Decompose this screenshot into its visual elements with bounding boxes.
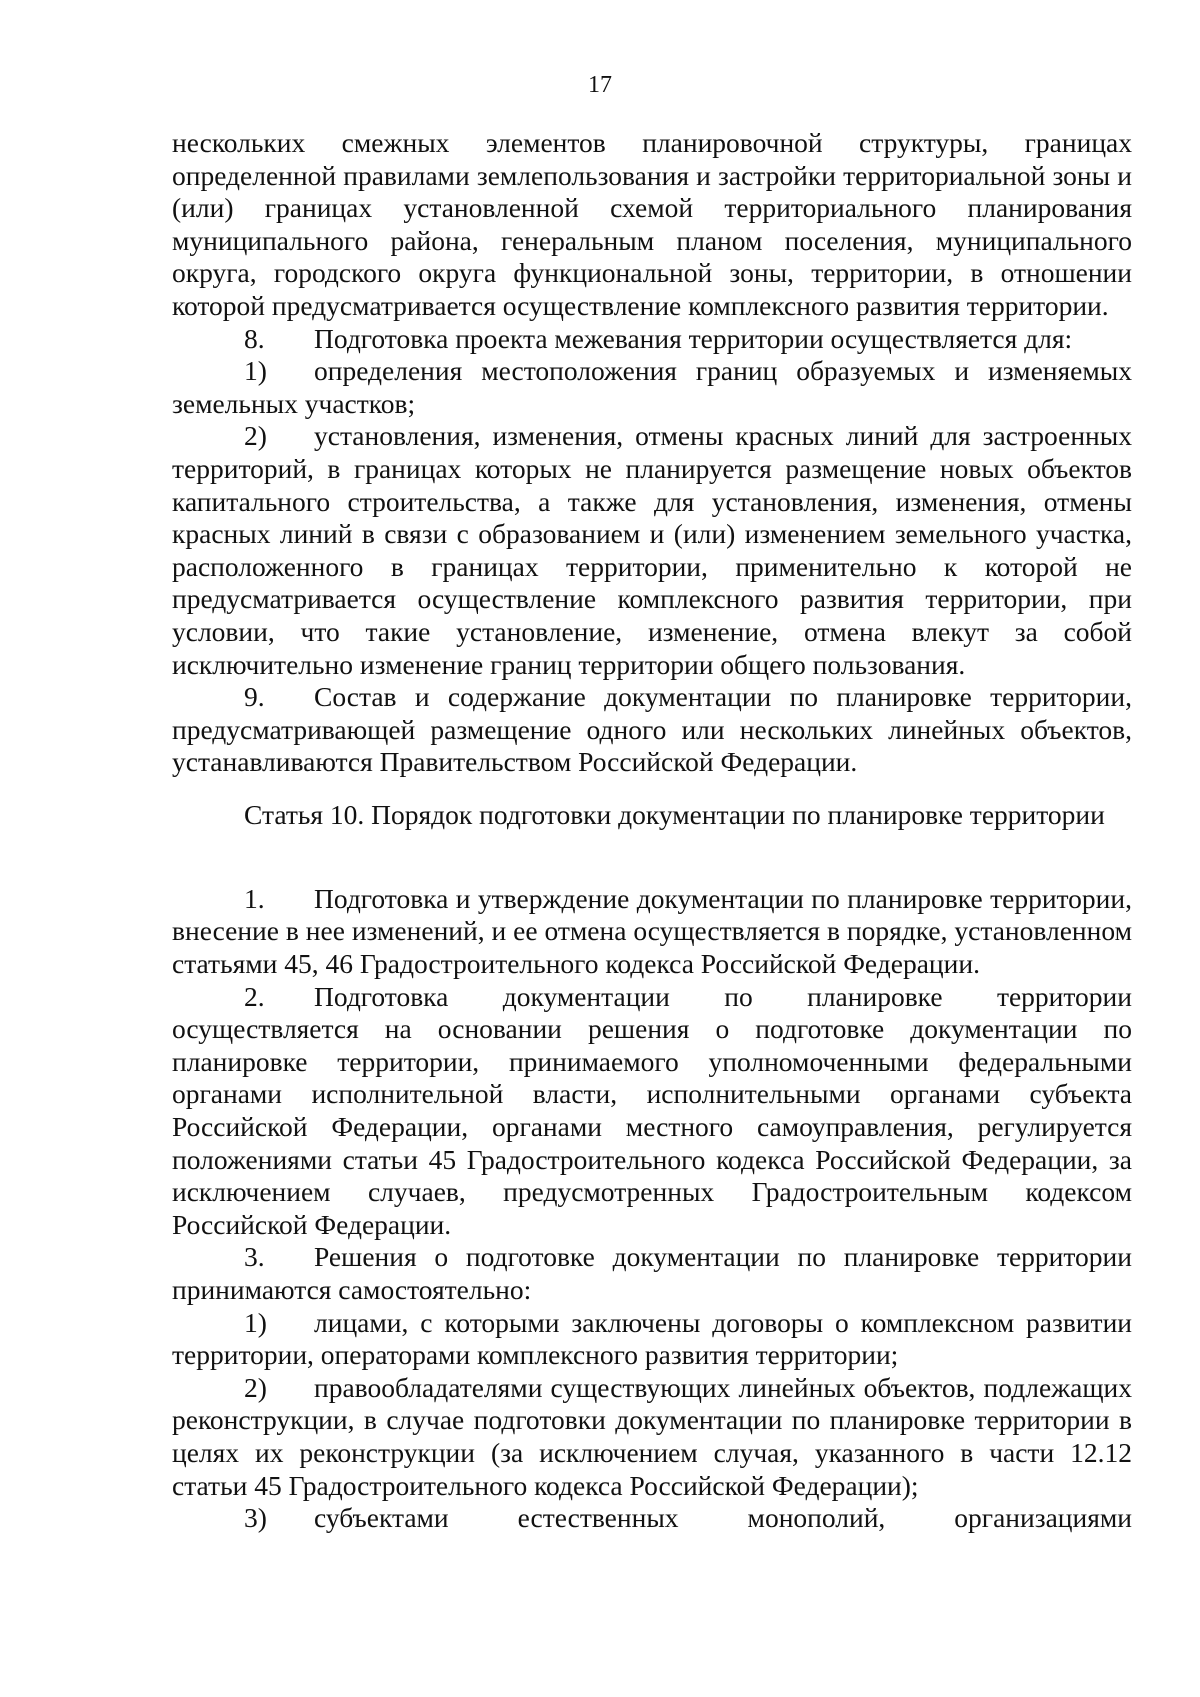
paragraph-text: Подготовка проекта межевания территории осуществляется для: <box>314 322 1073 354</box>
article-10-paragraph-2 <box>172 981 1132 1242</box>
paragraph-9 <box>172 681 1132 779</box>
item-text: правообладателями существующих линейных объектов, подлежащих реконструкции, в случае подготовки документации по планировке территории в целях их реконструкции (за исключением случая, указанного в части 12.12 статьи 45 Градостроительного кодекса Российской Федерации); <box>172 1371 1132 1501</box>
paragraph-number: 8. <box>244 322 265 354</box>
item-number: 2) <box>244 420 267 452</box>
article-10-paragraph-3 <box>172 1241 1132 1306</box>
page-number: 17 <box>588 72 612 98</box>
article-title: Статья 10. Порядок подготовки документации по планировке территории <box>244 798 1105 830</box>
document-body <box>172 127 1132 1535</box>
paragraph-text: Подготовка и утверждение документации по планировке территории, внесение в нее изменений, и ее отмена осуществляется в порядке, установленном статьями 45, 46 Градостроительного кодекса Российской Федерации. <box>172 882 1132 980</box>
item-text: лицами, с которыми заключены договоры о комплексном развитии территории, операторами комплексного развития территории; <box>172 1306 1132 1371</box>
article-10-paragraph-3-item-3 <box>172 1502 1132 1535</box>
item-text: субъектами естественных монополий, организациями <box>314 1502 1132 1534</box>
paragraph-text: Решения о подготовке документации по планировке территории принимаются самостоятельно: <box>172 1241 1132 1305</box>
item-text: определения местоположения границ образуемых и изменяемых земельных участков; <box>172 355 1132 419</box>
item-number: 3) <box>244 1502 267 1534</box>
paragraph-text: Состав и содержание документации по планировке территории, предусматривающей размещение одного или нескольких линейных объектов, устанавливаются Правительством Российской Федерации. <box>172 681 1132 778</box>
paragraph-number: 3. <box>244 1241 265 1273</box>
item-number: 1) <box>244 355 267 387</box>
paragraph-8-item-1 <box>172 355 1132 420</box>
paragraph-number: 1. <box>244 882 265 914</box>
item-text: установления, изменения, отмены красных линий для застроенных территорий, в границах которых не планируется размещение новых объектов капитального строительства, а также для установления, изменения, отмены красных линий в связи с образованием и (или) изменением земельного участка, расположенного в границах территории, применительно к которой не предусматривается осуществление комплексного развития территории, при условии, что такие установление, изменение, отмена влекут за собой исключительно изменение границ территории общего пользования. <box>172 420 1132 680</box>
paragraph-8-item-2 <box>172 420 1132 681</box>
paragraph-8 <box>172 323 1132 356</box>
paragraph-text: Подготовка документации по планировке территории осуществляется на основании решения о подготовке документации по планировке территории, принимаемого уполномоченными федеральными органами исполнительной власти, исполнительными органами субъекта Российской Федерации, органами местного самоуправления, регулируется положениями статьи 45 Градостроительного кодекса Российской Федерации, за исключением случаев, предусмотренных Градостроительным кодексом Российской Федерации. <box>172 980 1132 1240</box>
paragraph-number: 2. <box>244 980 265 1012</box>
article-10-paragraph-3-item-2 <box>172 1372 1132 1502</box>
intro-paragraph: нескольких смежных элементов планировочной структуры, границах определенной правилами землепользования и застройки территориальной зоны и (или) границах установленной схемой территориального планирования муниципального района, генеральным планом поселения, муниципального округа, городского округа функциональной зоны, территории, в отношении которой предусматривается осуществление комплексного развития территории. <box>172 127 1132 321</box>
item-number: 1) <box>244 1306 267 1338</box>
article-10-paragraph-1 <box>172 883 1132 981</box>
paragraph-number: 9. <box>244 681 265 713</box>
item-number: 2) <box>244 1371 267 1403</box>
article-10-paragraph-3-item-1 <box>172 1307 1132 1372</box>
